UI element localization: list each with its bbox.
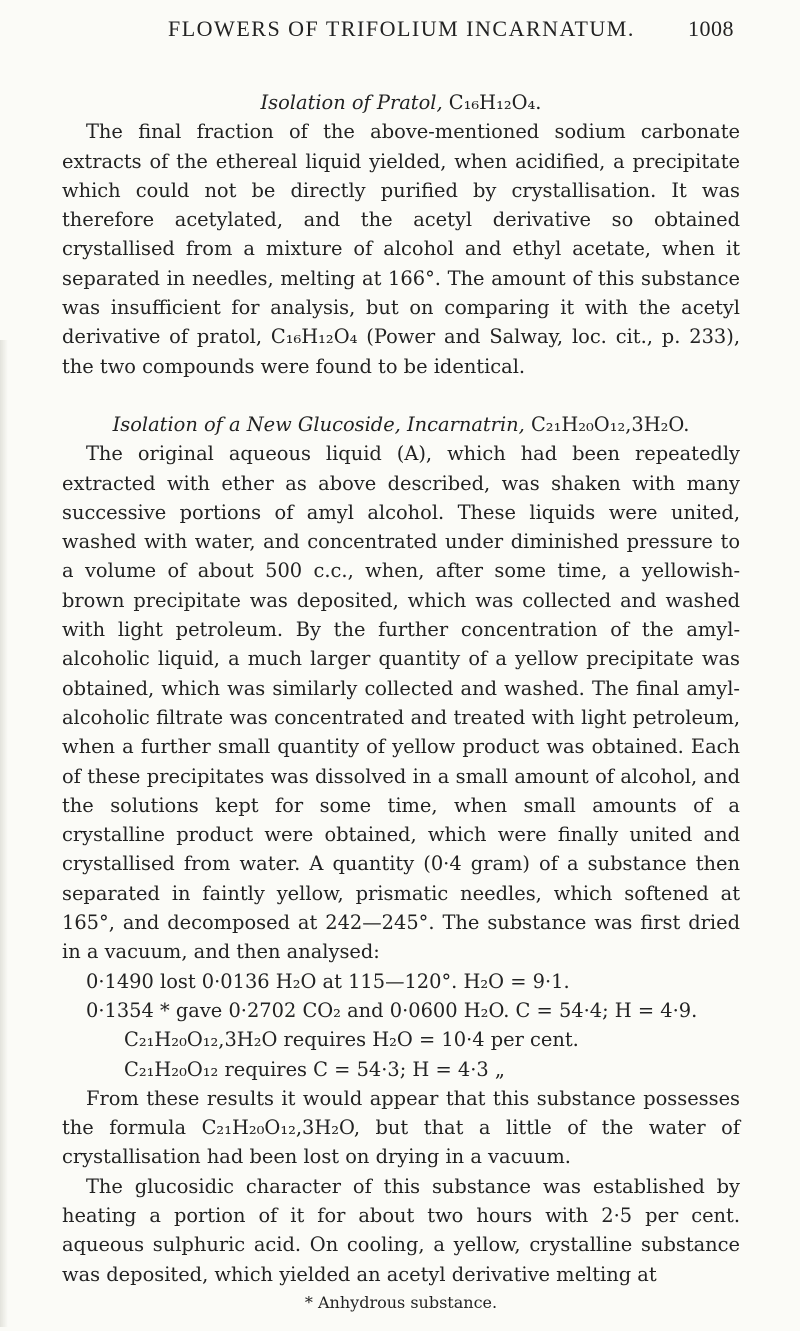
section-heading-incarnatrin xyxy=(62,410,740,439)
running-head-title: FLOWERS OF TRIFOLIUM INCARNATUM. xyxy=(168,16,635,41)
analysis-line-water-loss: 0·1490 lost 0·0136 H₂O at 115—120°. H₂O = 9·1. xyxy=(86,969,570,993)
page-number: 1008 xyxy=(688,16,734,41)
paragraph-formula-conclusion: From these results it would appear that this substance possesses the formula C₂₁H₂₀O₁₂,3H₂O, but that a little of the water of crystallisation had been lost on drying in a vacuum. xyxy=(62,1086,740,1169)
paragraph-pratol: The final fraction of the above-mentioned sodium carbonate extracts of the ethereal liquid yielded, when acidified, a precipitate which could not be directly purified by crystallisation. It was therefore acetylated, and the acetyl derivative so obtained crystallised from a mixture of alcohol and ethyl acetate, when it separated in needles, melting at 166°. The amount of this substance was insufficient for analysis, but on comparing it with the acetyl derivative of pratol, C₁₆H₁₂O₄ (Power and Salway, loc. cit., p. 233), the two compounds were found to be identical. xyxy=(62,120,740,378)
analysis-line-requires-carbon: C₂₁H₂₀O₁₂ requires C = 54·3; H = 4·3 „ xyxy=(124,1057,505,1081)
heading-formula: C₁₆H₁₂O₄. xyxy=(448,91,542,114)
running-head xyxy=(0,16,800,46)
section-heading-pratol xyxy=(62,88,740,117)
footnote: * Anhydrous substance. xyxy=(304,1292,498,1312)
analysis-line-requires-water: C₂₁H₂₀O₁₂,3H₂O requires H₂O = 10·4 per cent. xyxy=(124,1028,579,1052)
heading-text: Isolation of a New Glucoside, Incarnatrin, xyxy=(112,412,531,436)
paragraph-glucosidic-character: The glucosidic character of this substance was established by heating a portion of it for about two hours with 2·5 per cent. aqueous sulphuric acid. On cooling, a yellow, crystalline substance was deposited, which yielded an acetyl derivative melting at xyxy=(62,1174,740,1286)
page-body xyxy=(62,88,740,1331)
heading-formula: C₂₁H₂₀O₁₂,3H₂O. xyxy=(530,412,690,436)
page-binding-shadow xyxy=(0,340,8,1327)
paragraph-incarnatrin-isolation: The original aqueous liquid (A), which had been repeatedly extracted with ether as above described, was shaken with many successive portions of amyl alcohol. These liquids were united, washed with water, and concentrated under diminished pressure to a volume of about 500 c.c., when, after some time, a yellowish-brown precipitate was deposited, which was collected and washed with light petroleum. By the further concentration of the amyl-alcoholic liquid, a much larger quantity of a yellow precipitate was obtained, which was similarly collected and washed. The final amyl-alcoholic filtrate was concentrated and treated with light petroleum, when a further small quantity of yellow product was obtained. Each of these precipitates was dissolved in a small amount of alcohol, and the solutions kept for some time, when small amounts of a crystalline product were obtained, which were finally united and crystallised from water. A quantity (0·4 gram) of a substance then separated in faintly yellow, prismatic needles, which softened at 165°, and decomposed at 242—245°. The substance was first dried in a vacuum, and then analysed: xyxy=(62,442,740,964)
analysis-line-combustion: 0·1354 * gave 0·2702 CO₂ and 0·0600 H₂O. C = 54·4; H = 4·9. xyxy=(86,998,698,1022)
heading-text: Isolation of Pratol, xyxy=(260,91,449,114)
